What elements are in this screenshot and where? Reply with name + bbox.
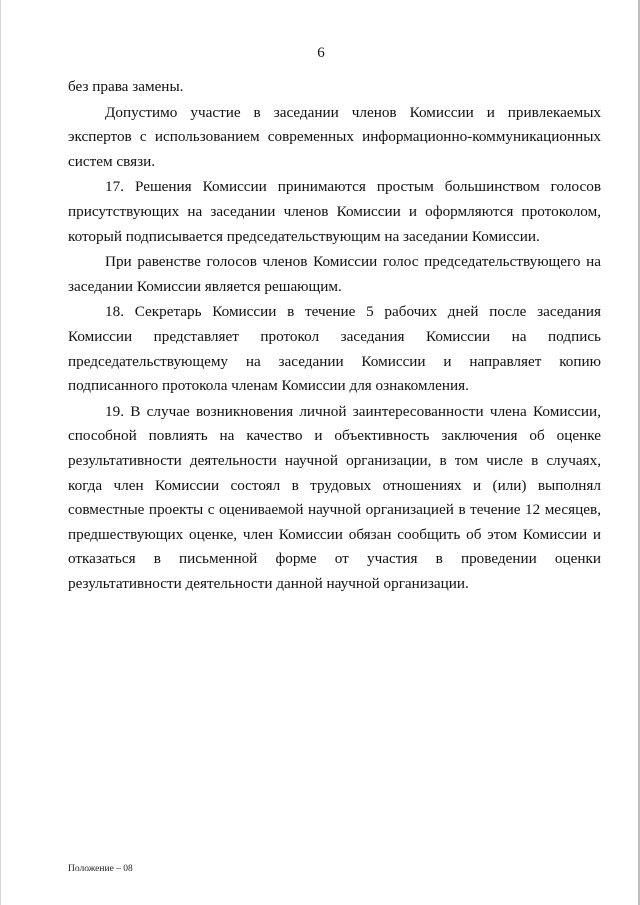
paragraph-remote-participation: Допустимо участие в заседании членов Комиссии и привлекаемых экспертов с использованием современных информационно-коммуникационных систем связи. <box>68 103 601 170</box>
footer-document-code: Положение – 08 <box>68 864 133 874</box>
paragraph-17-decisions: 17. Решения Комиссии принимаются простым большинством голосов присутствующих на заседании членов Комиссии и оформляются протоколом, который подписывается председательствующим на заседании Комиссии. <box>68 178 601 245</box>
paragraph-continuation: без права замены. <box>68 78 184 95</box>
paragraph-18-secretary: 18. Секретарь Комиссии в течение 5 рабочих дней после заседания Комиссии представляет протокол заседания Комиссии на подпись председательствующему на заседании Комиссии и направляет копию подписанного протокола членам Комиссии для ознакомления. <box>68 303 601 395</box>
paragraph-tie-vote: При равенстве голосов членов Комиссии голос председательствующего на заседании Комиссии является решающим. <box>68 253 601 295</box>
page-number: 6 <box>317 45 325 61</box>
document-body <box>68 75 601 596</box>
paragraph-19-conflict-of-interest: 19. В случае возникновения личной заинтересованности члена Комиссии, способной повлиять на качество и объективность заключения об оценке результативности деятельности научной организации, в том числе в случаях, когда член Комиссии состоял в трудовых отношениях и (или) выполнял совместные проекты с оцениваемой научной организацией в течение 12 месяцев, предшествующих оценке, член Комиссии обязан сообщить об этом Комиссии и отказаться в письменной форме от участия в проведении оценки результативности деятельности данной научной организации. <box>68 402 601 592</box>
